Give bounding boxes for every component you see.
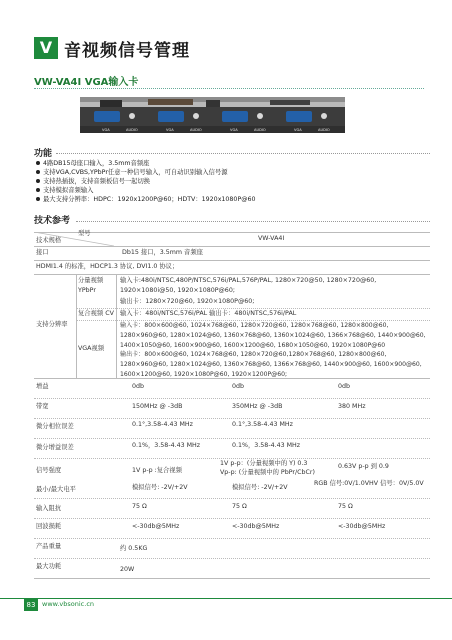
vga-port-3	[222, 111, 248, 122]
feature-item: 4路DB15母座口输入，3.5mm音频座	[36, 158, 149, 167]
spec-table	[34, 232, 430, 618]
audio-jack-4	[321, 113, 327, 119]
bandwidth-label: 带宽	[36, 403, 49, 410]
subtitle-divider	[34, 88, 424, 89]
diff-gain-value-1: 0.1%，3.58-4.43 MHz	[132, 442, 201, 449]
bullet-icon	[36, 197, 40, 201]
audio-jack-1	[129, 113, 135, 119]
component-value: 输入卡:480i/NTSC,480P/NTSC,576i/PAL,576P/PAL, 1280×720@50, 1280×720@60, 1920×1080i@50, 1920×1080P@60; 输出卡：1280×720@60, 1920×1080P@60;	[120, 277, 377, 305]
power-label: 最大功耗	[36, 563, 62, 570]
level-range-value-2: 模拟信号: -2V/+2V	[232, 484, 288, 491]
board-label: AUDIO	[126, 128, 138, 132]
signal-level-value-1: 1V p-p :复合视频	[132, 467, 182, 474]
diff-phase-value-2: 0.1°,3.58-4.43 MHz	[232, 421, 293, 428]
level-range-value-1: 模拟信号: -2V/+2V	[132, 484, 188, 491]
tech-title: 技术参考	[34, 216, 71, 226]
bullet-icon	[36, 188, 40, 192]
bandwidth-value-1: 150MHz @ -3dB	[132, 403, 183, 410]
input-impedance-value-3: 75 Ω	[338, 503, 353, 510]
page-title: 音视频信号管理	[64, 41, 190, 61]
feature-item: 支持模拟音频输入	[36, 185, 93, 194]
diff-gain-value-2: 0.1%，3.58-4.43 MHz	[232, 442, 301, 449]
input-impedance-label: 输入阻抗	[36, 505, 62, 512]
gain-value-2: 0db	[232, 383, 245, 390]
corner-model-label: 型号	[78, 230, 91, 237]
signal-level-label: 信号强度	[36, 467, 62, 474]
signal-level-value-3: 0.63V p-p 到 0.9	[338, 463, 389, 470]
vga-label: VGA视频	[78, 345, 105, 352]
audio-jack-3	[257, 113, 263, 119]
corner-spec-label: 技术规格	[36, 237, 62, 244]
bullet-icon	[36, 179, 40, 183]
diff-gain-label: 微分增益误差	[36, 444, 74, 451]
return-loss-value-1: <-30db@5MHz	[132, 523, 180, 530]
input-impedance-value-2: 75 Ω	[232, 503, 247, 510]
interface-value: Db15 接口，3.5mm 音频座	[122, 249, 203, 256]
resolution-label: 支持分辨率	[36, 321, 68, 328]
page-number: 83	[24, 599, 38, 611]
bandwidth-value-3: 380 MHz	[338, 403, 366, 410]
composite-value: 输入卡：480i/NTSC,576i/PAL 输出卡：480i/NTSC,576i/PAL	[120, 310, 297, 317]
return-loss-value-2: <-30db@5MHz	[232, 523, 280, 530]
board-label: VGA	[230, 128, 238, 132]
section-badge: V	[34, 37, 58, 59]
vga-port-4	[286, 111, 312, 122]
product-subtitle: VW-VA4I VGA输入卡	[34, 77, 139, 88]
board-label: VGA	[102, 128, 110, 132]
board-label: AUDIO	[318, 128, 330, 132]
weight-label: 产品重量	[36, 543, 62, 550]
diff-phase-label: 微分相位误差	[36, 423, 74, 430]
footer-divider	[0, 598, 452, 599]
feature-item: 支持热插拔，支持音频板信号一起切换	[36, 176, 150, 185]
vga-port-2	[158, 111, 184, 122]
gain-value-3: 0db	[338, 383, 351, 390]
vga-port-1	[94, 111, 120, 122]
gain-label: 增益	[36, 383, 49, 390]
composite-label: 复合视频 CV	[78, 310, 114, 317]
return-loss-label: 回波损耗	[36, 523, 62, 530]
feature-item: 支持VGA,CVBS,YPbPr任意一种信号输入，可自动识别输入信号源	[36, 167, 228, 176]
component-label: 分量视频 YPbPr	[78, 277, 104, 295]
bullet-icon	[36, 161, 40, 165]
level-range-label: 最小/最大电平	[36, 486, 76, 493]
hdmi-note: HDMI1.4 的标准，HDCP1.3 协议, DVI1.0 协议；	[36, 263, 179, 270]
vga-input-card-image	[80, 97, 345, 133]
interface-label: 接口	[36, 249, 49, 256]
features-divider	[56, 153, 430, 154]
footer-website[interactable]: www.vbsonic.cn	[42, 600, 95, 608]
power-value: 20W	[120, 566, 135, 573]
feature-item: 最大支持分辨率：HDPC：1920x1200P@60；HDTV：1920x1080P@60	[36, 194, 256, 203]
gain-value-1: 0db	[132, 383, 145, 390]
board-label: VGA	[166, 128, 174, 132]
vga-value: 输入卡：800×600@60, 1024×768@60, 1280×720@60, 1280×768@60, 1280×800@60, 1280×960@60, 1280×1024@60, 1360×768@60, 1360×1024@60, 1366×768@60, 1440×900@60, 1400×1050@60, 1600×900@60, 1600×1200@60, 1680×1050@60, 1920×1080P@60 输出卡：800×600@60, 1024×768@60, 1280×720@60,1280×768@60, 1280×800@60, 1280×960@60, 1280×1024@60, 1360×768@60, 1366×768@60, 1440×900@60, 1600×900@60, 1600×1200@60, 1920×1080P@60, 1920×1200P@60;	[120, 322, 426, 378]
board-label: VGA	[294, 128, 302, 132]
bullet-icon	[36, 170, 40, 174]
tech-divider	[76, 221, 430, 222]
weight-value: 约 0.5KG	[120, 545, 148, 552]
model-name: VW-VA4I	[258, 235, 285, 242]
board-label: AUDIO	[254, 128, 266, 132]
board-label: AUDIO	[190, 128, 202, 132]
bandwidth-value-2: 350MHz @ -3dB	[232, 403, 283, 410]
input-impedance-value-1: 75 Ω	[132, 503, 147, 510]
diff-phase-value-1: 0.1°,3.58-4.43 MHz	[132, 421, 193, 428]
return-loss-value-3: <-30db@5MHz	[338, 523, 386, 530]
level-range-value-3: RGB 信号:0V/1.0VHV 信号：0V/5.0V	[314, 480, 424, 487]
features-title: 功能	[34, 149, 53, 159]
audio-jack-2	[193, 113, 199, 119]
signal-level-value-2: 1V p-p：(分量视频中的 Y) 0.3 Vp-p: (分量视频中的 PbPr/CbCr)	[220, 460, 315, 476]
